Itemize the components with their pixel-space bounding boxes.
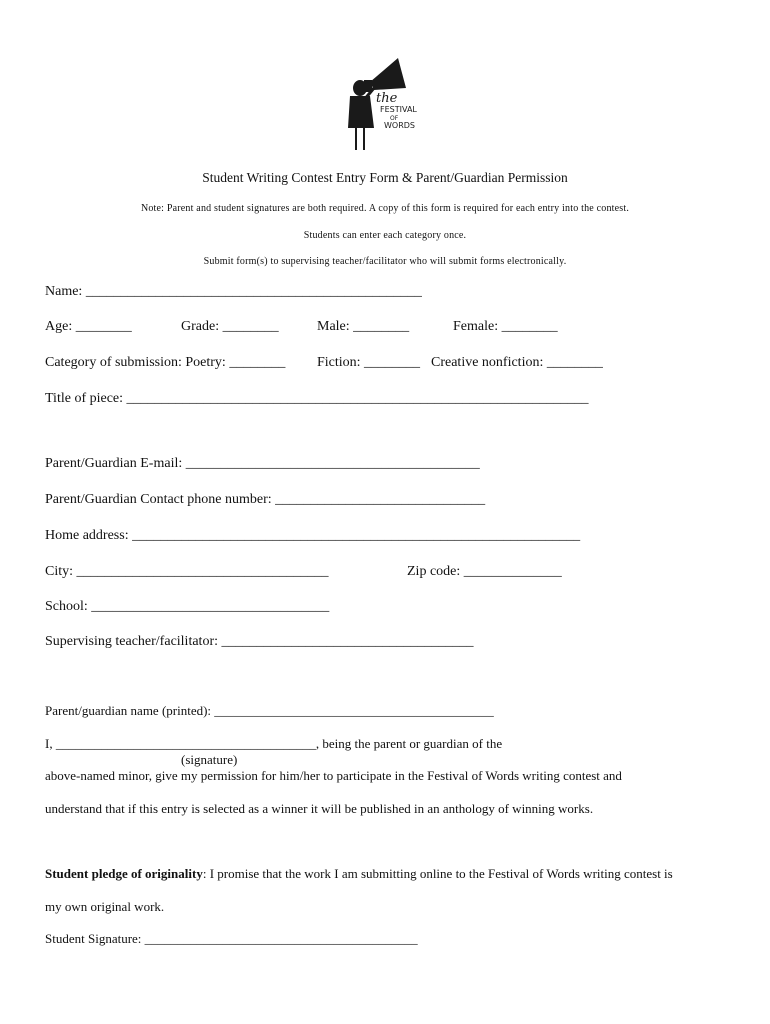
note-submit: Submit form(s) to supervising teacher/facilitator who will submit forms electronically.: [203, 256, 567, 267]
pledge-line-1: [45, 866, 673, 882]
age-field[interactable]: Age: ________: [45, 319, 132, 334]
permission-text-1: above-named minor, give my permission for him/her to participate in the Festival of Words writing contest and: [45, 768, 622, 783]
logo-festival: FESTIVAL: [380, 105, 417, 114]
pledge-text-1: : I promise that the work I am submitting online to the Festival of Words writing contest is: [202, 866, 673, 881]
note-categories: Students can enter each category once.: [303, 230, 467, 241]
male-field[interactable]: Male: ________: [317, 319, 410, 334]
permission-text-2: understand that if this entry is selected as a winner it will be published in an anthology of winning works.: [45, 801, 594, 816]
category-poetry-field[interactable]: Category of submission: Poetry: ________: [45, 355, 286, 370]
festival-of-words-logo: [340, 44, 430, 156]
logo-of: OF: [390, 115, 399, 122]
female-field[interactable]: Female: ________: [453, 319, 558, 334]
pledge-label: Student pledge of originality: [45, 866, 203, 881]
guardian-email-field[interactable]: Parent/Guardian E-mail: __________________________________________: [45, 456, 480, 471]
signature-caption: (signature): [181, 752, 238, 767]
guardian-signature-field[interactable]: I, ________________________________________, being the parent or guardian of the: [45, 736, 503, 751]
form-title: Student Writing Contest Entry Form & Parent/Guardian Permission: [202, 170, 568, 185]
student-signature-field[interactable]: Student Signature: __________________________________________: [45, 931, 418, 946]
zip-field[interactable]: Zip code: ______________: [407, 564, 562, 579]
category-fiction-field[interactable]: Fiction: ________: [317, 355, 421, 370]
home-address-field[interactable]: Home address: ________________________________________________________________: [45, 528, 581, 543]
school-field[interactable]: School: __________________________________: [45, 599, 330, 614]
logo-the: the: [376, 91, 398, 106]
note-signatures: Note: Parent and student signatures are both required. A copy of this form is required for each entry into the contest.: [140, 203, 630, 214]
teacher-field[interactable]: Supervising teacher/facilitator: ____________________________________: [45, 634, 474, 649]
city-field[interactable]: City: ____________________________________: [45, 564, 329, 579]
logo-words: WORDS: [384, 121, 416, 130]
name-field[interactable]: Name: ________________________________________________: [45, 284, 422, 299]
guardian-phone-field[interactable]: Parent/Guardian Contact phone number: ______________________________: [45, 492, 486, 507]
pledge-text-2: my own original work.: [45, 899, 165, 914]
title-of-piece-field[interactable]: Title of piece: __________________________________________________________________: [45, 391, 589, 406]
grade-field[interactable]: Grade: ________: [181, 319, 279, 334]
guardian-printed-name-field[interactable]: Parent/guardian name (printed): ___________________________________________: [45, 703, 494, 718]
category-nonfiction-field[interactable]: Creative nonfiction: ________: [431, 355, 603, 370]
